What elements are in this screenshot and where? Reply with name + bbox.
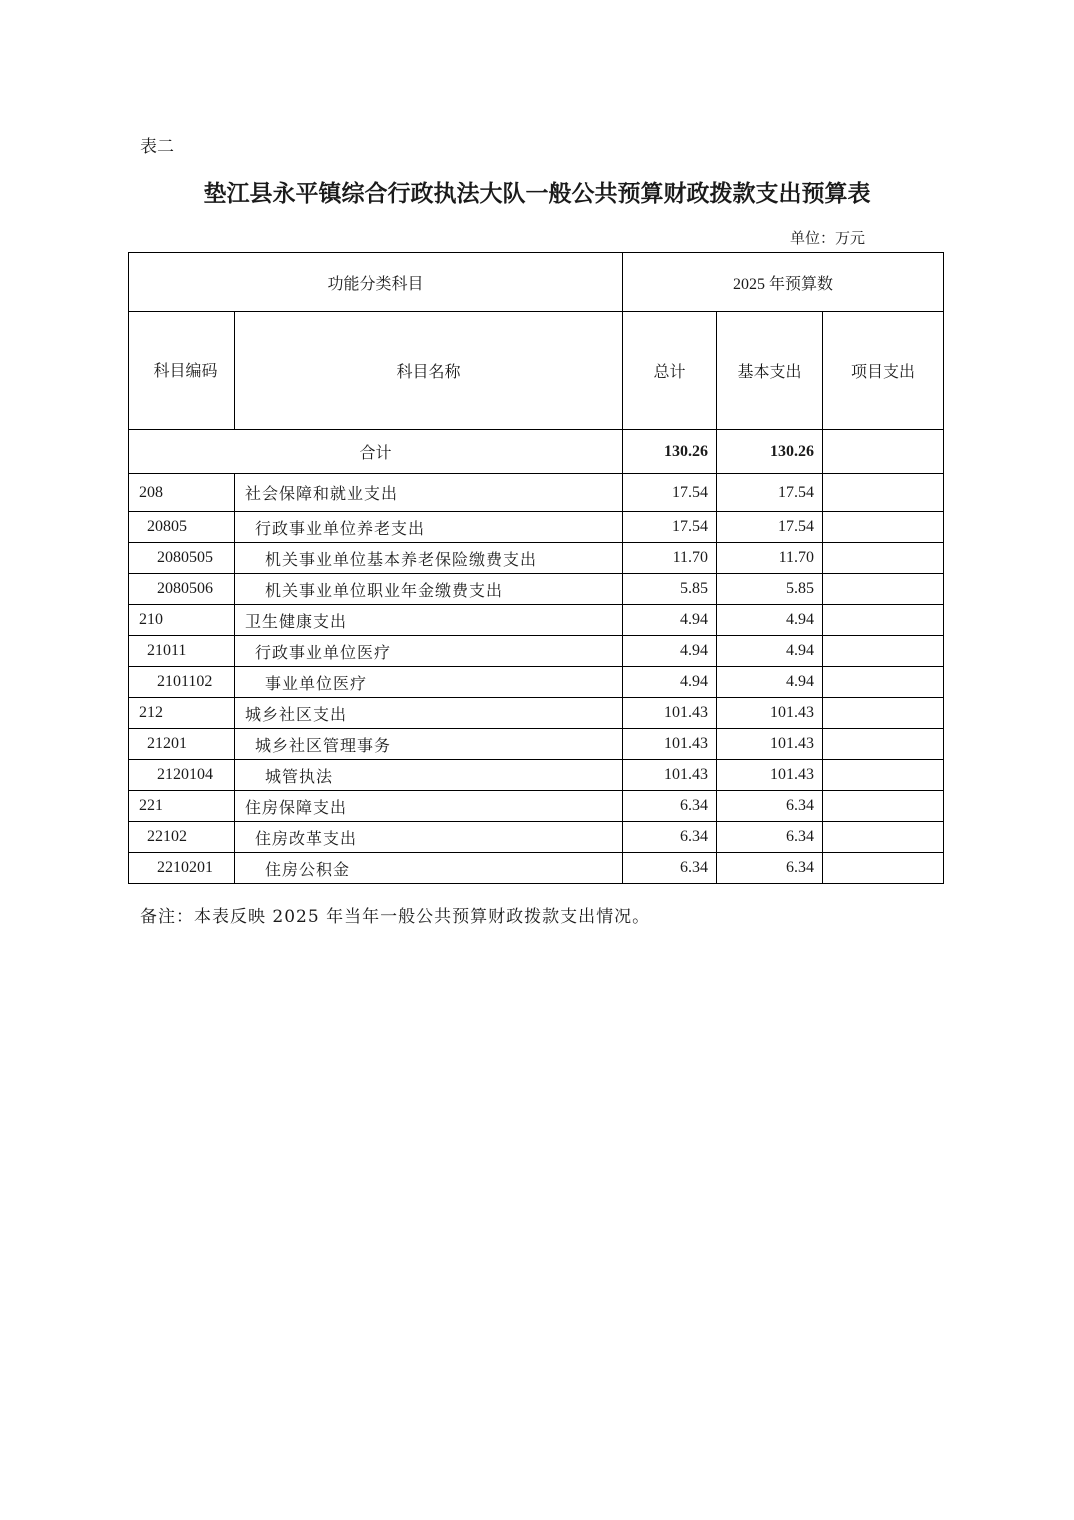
project-expenditure-cell xyxy=(823,574,944,605)
project-expenditure-cell xyxy=(823,543,944,574)
subject-name-cell: 事业单位医疗 xyxy=(235,667,623,698)
document-title: 垫江县永平镇综合行政执法大队一般公共预算财政拨款支出预算表 xyxy=(203,180,871,207)
subject-code-cell: 21011 xyxy=(129,636,235,667)
total-cell: 6.34 xyxy=(623,853,717,884)
subject-name-cell: 城乡社区管理事务 xyxy=(235,729,623,760)
header-group-row xyxy=(129,253,944,312)
header-total: 总计 xyxy=(623,312,717,430)
subject-code-cell: 22102 xyxy=(129,822,235,853)
basic-expenditure-cell: 4.94 xyxy=(717,667,823,698)
subject-code-cell: 21201 xyxy=(129,729,235,760)
basic-expenditure-cell: 101.43 xyxy=(717,760,823,791)
unit-label: 单位：万元 xyxy=(790,229,866,247)
subject-name-cell: 城管执法 xyxy=(235,760,623,791)
basic-expenditure-cell: 5.85 xyxy=(717,574,823,605)
subject-code-cell: 2210201 xyxy=(129,853,235,884)
basic-expenditure-cell: 17.54 xyxy=(717,512,823,543)
total-project xyxy=(823,430,944,474)
subject-code-cell: 20805 xyxy=(129,512,235,543)
total-cell: 11.70 xyxy=(623,543,717,574)
subject-name-cell: 机关事业单位基本养老保险缴费支出 xyxy=(235,543,623,574)
total-cell: 6.34 xyxy=(623,791,717,822)
subject-code-cell: 212 xyxy=(129,698,235,729)
total-cell: 6.34 xyxy=(623,822,717,853)
total-basic: 130.26 xyxy=(717,430,823,474)
project-expenditure-cell xyxy=(823,512,944,543)
table-row xyxy=(129,636,944,667)
table-row xyxy=(129,791,944,822)
subject-name-cell: 卫生健康支出 xyxy=(235,605,623,636)
project-expenditure-cell xyxy=(823,636,944,667)
header-budget-year: 2025 年预算数 xyxy=(623,253,944,312)
table-row xyxy=(129,698,944,729)
total-cell: 101.43 xyxy=(623,698,717,729)
total-cell: 101.43 xyxy=(623,729,717,760)
total-cell: 17.54 xyxy=(623,474,717,512)
header-subject-code: 科目编码 xyxy=(129,312,235,430)
subject-name-cell: 住房保障支出 xyxy=(235,791,623,822)
project-expenditure-cell xyxy=(823,853,944,884)
subject-code-cell: 2120104 xyxy=(129,760,235,791)
basic-expenditure-cell: 4.94 xyxy=(717,605,823,636)
table-row xyxy=(129,822,944,853)
header-basic-expenditure: 基本支出 xyxy=(717,312,823,430)
subject-name-cell: 社会保障和就业支出 xyxy=(235,474,623,512)
basic-expenditure-cell: 101.43 xyxy=(717,729,823,760)
subject-code-cell: 208 xyxy=(129,474,235,512)
subject-name-cell: 行政事业单位医疗 xyxy=(235,636,623,667)
subject-name-cell: 住房公积金 xyxy=(235,853,623,884)
project-expenditure-cell xyxy=(823,791,944,822)
project-expenditure-cell xyxy=(823,729,944,760)
subject-code-cell: 2101102 xyxy=(129,667,235,698)
table-row xyxy=(129,760,944,791)
header-project-expenditure: 项目支出 xyxy=(823,312,944,430)
total-label: 合计 xyxy=(129,430,623,474)
total-cell: 101.43 xyxy=(623,760,717,791)
table-row xyxy=(129,512,944,543)
subject-code-cell: 210 xyxy=(129,605,235,636)
subject-code-cell: 221 xyxy=(129,791,235,822)
table-row xyxy=(129,574,944,605)
basic-expenditure-cell: 6.34 xyxy=(717,822,823,853)
table-row xyxy=(129,729,944,760)
basic-expenditure-cell: 6.34 xyxy=(717,791,823,822)
project-expenditure-cell xyxy=(823,605,944,636)
total-cell: 4.94 xyxy=(623,605,717,636)
project-expenditure-cell xyxy=(823,667,944,698)
table-row xyxy=(129,543,944,574)
header-functional-classification: 功能分类科目 xyxy=(129,253,623,312)
total-total: 130.26 xyxy=(623,430,717,474)
basic-expenditure-cell: 6.34 xyxy=(717,853,823,884)
total-cell: 4.94 xyxy=(623,636,717,667)
table-label: 表二 xyxy=(140,137,174,157)
project-expenditure-cell xyxy=(823,760,944,791)
subject-name-cell: 城乡社区支出 xyxy=(235,698,623,729)
subject-code-cell: 2080505 xyxy=(129,543,235,574)
total-row xyxy=(129,430,944,474)
table-row xyxy=(129,605,944,636)
header-column-row xyxy=(129,312,944,430)
project-expenditure-cell xyxy=(823,698,944,729)
basic-expenditure-cell: 17.54 xyxy=(717,474,823,512)
total-cell: 5.85 xyxy=(623,574,717,605)
footnote: 备注：本表反映 2025 年当年一般公共预算财政拨款支出情况。 xyxy=(140,907,651,927)
basic-expenditure-cell: 101.43 xyxy=(717,698,823,729)
table-row xyxy=(129,853,944,884)
project-expenditure-cell xyxy=(823,822,944,853)
subject-name-cell: 住房改革支出 xyxy=(235,822,623,853)
table-row xyxy=(129,667,944,698)
total-cell: 17.54 xyxy=(623,512,717,543)
table-row xyxy=(129,474,944,512)
subject-name-cell: 机关事业单位职业年金缴费支出 xyxy=(235,574,623,605)
project-expenditure-cell xyxy=(823,474,944,512)
subject-name-cell: 行政事业单位养老支出 xyxy=(235,512,623,543)
total-cell: 4.94 xyxy=(623,667,717,698)
budget-table xyxy=(128,252,944,884)
subject-code-cell: 2080506 xyxy=(129,574,235,605)
basic-expenditure-cell: 11.70 xyxy=(717,543,823,574)
header-subject-name: 科目名称 xyxy=(235,312,623,430)
basic-expenditure-cell: 4.94 xyxy=(717,636,823,667)
